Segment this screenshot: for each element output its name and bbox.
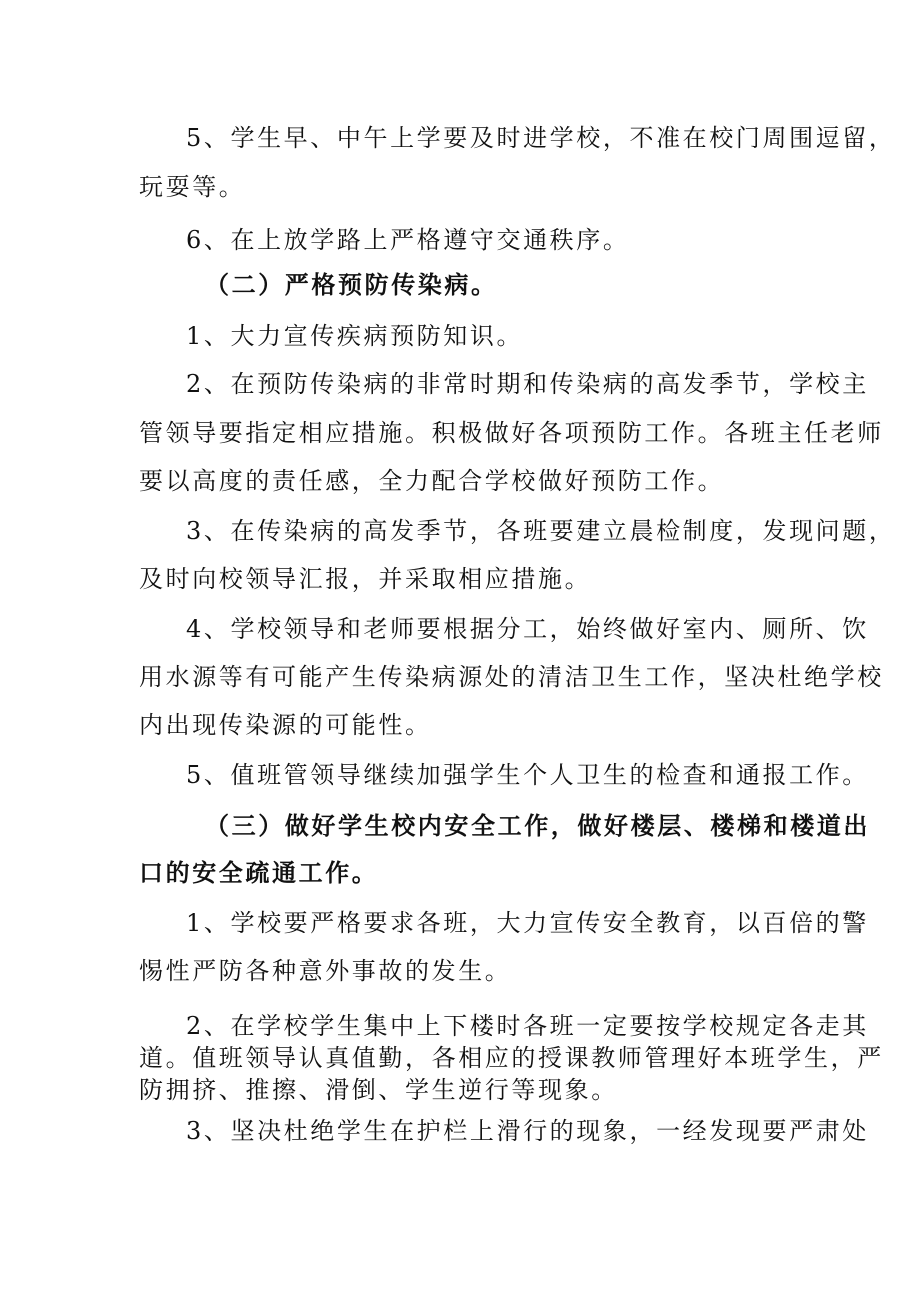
paragraph-line: 惕性严防各种意外事故的发生。 (139, 957, 512, 985)
section-heading: （二）严格预防传染病。 (205, 270, 498, 299)
paragraph-line: 5、学生早、中午上学要及时进学校，不准在校门周围逗留， (186, 124, 896, 152)
paragraph-line: 要以高度的责任感，全力配合学校做好预防工作。 (139, 467, 725, 495)
paragraph-line: 1、大力宣传疾病预防知识。 (186, 322, 524, 350)
section-heading: （三）做好学生校内安全工作，做好楼层、楼梯和楼道出 (205, 811, 870, 840)
paragraph-line: 管领导要指定相应措施。积极做好各项预防工作。各班主任老师 (139, 419, 884, 447)
paragraph-line: 防拥挤、推擦、滑倒、学生逆行等现象。 (139, 1076, 618, 1104)
paragraph-line: 4、学校领导和老师要根据分工，始终做好室内、厕所、饮 (186, 615, 869, 643)
paragraph-line: 用水源等有可能产生传染病源处的清洁卫生工作，坚决杜绝学校 (139, 663, 884, 691)
paragraph-line: 3、坚决杜绝学生在护栏上滑行的现象，一经发现要严肃处 (186, 1117, 869, 1145)
paragraph-line: 及时向校领导汇报，并采取相应措施。 (139, 565, 592, 593)
paragraph-line: 6、在上放学路上严格遵守交通秩序。 (186, 226, 630, 254)
section-heading-continuation: 口的安全疏通工作。 (139, 858, 379, 887)
paragraph-line: 道。值班领导认真值勤，各相应的授课教师管理好本班学生，严 (139, 1044, 884, 1072)
paragraph-line: 2、在预防传染病的非常时期和传染病的高发季节，学校主 (186, 370, 869, 398)
paragraph-line: 3、在传染病的高发季节，各班要建立晨检制度，发现问题， (186, 517, 896, 545)
paragraph-line: 玩耍等。 (139, 173, 246, 201)
paragraph-line: 5、值班管领导继续加强学生个人卫生的检查和通报工作。 (186, 761, 869, 789)
paragraph-line: 内出现传染源的可能性。 (139, 711, 432, 739)
paragraph-line: 2、在学校学生集中上下楼时各班一定要按学校规定各走其 (186, 1012, 869, 1040)
paragraph-line: 1、学校要严格要求各班，大力宣传安全教育，以百倍的警 (186, 909, 869, 937)
